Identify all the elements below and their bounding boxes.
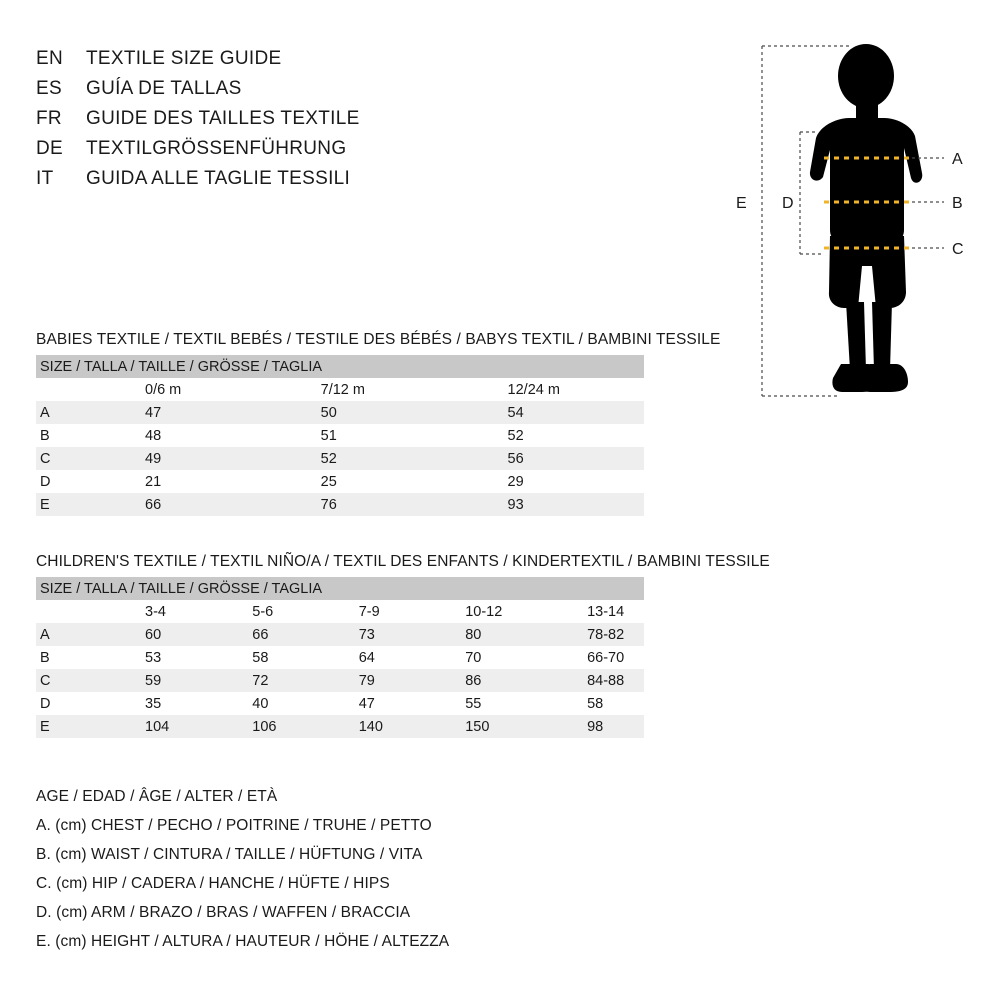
- cell: 73: [294, 623, 400, 646]
- cell: 29: [443, 470, 644, 493]
- column-corner: [36, 600, 76, 623]
- language-title: GUÍA DE TALLAS: [86, 78, 242, 99]
- cell: 58: [522, 692, 644, 715]
- language-code: EN: [36, 48, 63, 69]
- cell: 93: [443, 493, 644, 516]
- cell: 72: [187, 669, 293, 692]
- row-label: E: [36, 493, 76, 516]
- language-title: TEXTILGRÖSSENFÜHRUNG: [86, 138, 347, 159]
- cell: 79: [294, 669, 400, 692]
- row-label: A: [36, 401, 76, 424]
- body-measurement-diagram: [700, 30, 980, 430]
- language-code: FR: [36, 108, 62, 129]
- language-row: [36, 138, 596, 168]
- cell: 49: [76, 447, 257, 470]
- cell: 150: [400, 715, 522, 738]
- cell: 47: [76, 401, 257, 424]
- table-header-row: [36, 577, 644, 600]
- cell: 106: [187, 715, 293, 738]
- children-column-3: 10-12: [400, 600, 522, 623]
- marker-label-a: A: [952, 151, 963, 168]
- cell: 54: [443, 401, 644, 424]
- marker-label-b: B: [952, 195, 963, 212]
- language-row: [36, 78, 596, 108]
- children-section-title: CHILDREN'S TEXTILE / TEXTIL NIÑO/A / TEXTIL DES ENFANTS / KINDERTEXTIL / BAMBINI TESSILE: [36, 553, 770, 570]
- babies-column-1: 7/12 m: [257, 378, 443, 401]
- child-silhouette: [810, 44, 922, 392]
- table-row: [36, 646, 644, 669]
- cell: 84-88: [522, 669, 644, 692]
- language-row: [36, 108, 596, 138]
- cell: 66-70: [522, 646, 644, 669]
- cell: 60: [76, 623, 187, 646]
- marker-label-e: E: [736, 195, 747, 212]
- table-row: [36, 623, 644, 646]
- cell: 48: [76, 424, 257, 447]
- cell: 86: [400, 669, 522, 692]
- language-code: IT: [36, 168, 54, 189]
- children-column-1: 5-6: [187, 600, 293, 623]
- babies-column-2: 12/24 m: [443, 378, 644, 401]
- children-column-0: 3-4: [76, 600, 187, 623]
- legend-item-hip: C. (cm) HIP / CADERA / HANCHE / HÜFTE / HIPS: [36, 875, 390, 892]
- measurement-legend: [36, 788, 656, 962]
- cell: 52: [443, 424, 644, 447]
- row-label: C: [36, 669, 76, 692]
- cell: 52: [257, 447, 443, 470]
- table-row: [36, 447, 644, 470]
- cell: 98: [522, 715, 644, 738]
- cell: 66: [76, 493, 257, 516]
- cell: 64: [294, 646, 400, 669]
- cell: 25: [257, 470, 443, 493]
- babies-column-0: 0/6 m: [76, 378, 257, 401]
- legend-item-waist: B. (cm) WAIST / CINTURA / TAILLE / HÜFTUNG / VITA: [36, 846, 423, 863]
- column-corner: [36, 378, 76, 401]
- cell: 35: [76, 692, 187, 715]
- table-row: [36, 715, 644, 738]
- language-title: GUIDE DES TAILLES TEXTILE: [86, 108, 360, 129]
- row-label: B: [36, 424, 76, 447]
- cell: 66: [187, 623, 293, 646]
- table-row: [36, 493, 644, 516]
- language-title: TEXTILE SIZE GUIDE: [86, 48, 282, 69]
- cell: 56: [443, 447, 644, 470]
- cell: 80: [400, 623, 522, 646]
- children-header-label: SIZE / TALLA / TAILLE / GRÖSSE / TAGLIA: [36, 577, 644, 600]
- marker-label-c: C: [952, 241, 964, 258]
- marker-label-d: D: [782, 195, 794, 212]
- cell: 55: [400, 692, 522, 715]
- cell: 51: [257, 424, 443, 447]
- language-row: [36, 48, 596, 78]
- legend-item-height: E. (cm) HEIGHT / ALTURA / HAUTEUR / HÖHE / ALTEZZA: [36, 933, 450, 950]
- row-label: D: [36, 692, 76, 715]
- table-column-row: [36, 378, 644, 401]
- legend-item-age: AGE / EDAD / ÂGE / ALTER / ETÀ: [36, 788, 278, 805]
- cell: 21: [76, 470, 257, 493]
- table-row: [36, 424, 644, 447]
- cell: 53: [76, 646, 187, 669]
- row-label: D: [36, 470, 76, 493]
- cell: 76: [257, 493, 443, 516]
- language-code: ES: [36, 78, 62, 99]
- cell: 47: [294, 692, 400, 715]
- babies-size-table: [36, 355, 644, 516]
- row-label: B: [36, 646, 76, 669]
- cell: 50: [257, 401, 443, 424]
- table-header-row: [36, 355, 644, 378]
- table-row: [36, 669, 644, 692]
- table-row: [36, 401, 644, 424]
- row-label: A: [36, 623, 76, 646]
- babies-section-title: BABIES TEXTILE / TEXTIL BEBÉS / TESTILE DES BÉBÉS / BABYS TEXTIL / BAMBINI TESSILE: [36, 331, 721, 348]
- language-row: [36, 168, 596, 198]
- language-code: DE: [36, 138, 63, 159]
- cell: 104: [76, 715, 187, 738]
- table-row: [36, 470, 644, 493]
- children-section: [36, 553, 770, 738]
- cell: 70: [400, 646, 522, 669]
- language-title: GUIDA ALLE TAGLIE TESSILI: [86, 168, 351, 189]
- cell: 140: [294, 715, 400, 738]
- children-column-4: 13-14: [522, 600, 644, 623]
- row-label: E: [36, 715, 76, 738]
- cell: 59: [76, 669, 187, 692]
- legend-item-arm: D. (cm) ARM / BRAZO / BRAS / WAFFEN / BRACCIA: [36, 904, 411, 921]
- cell: 40: [187, 692, 293, 715]
- babies-header-label: SIZE / TALLA / TAILLE / GRÖSSE / TAGLIA: [36, 355, 644, 378]
- language-heading-block: [36, 48, 596, 198]
- children-column-2: 7-9: [294, 600, 400, 623]
- cell: 78-82: [522, 623, 644, 646]
- table-column-row: [36, 600, 644, 623]
- cell: 58: [187, 646, 293, 669]
- table-row: [36, 692, 644, 715]
- row-label: C: [36, 447, 76, 470]
- legend-item-chest: A. (cm) CHEST / PECHO / POITRINE / TRUHE / PETTO: [36, 817, 432, 834]
- babies-section: [36, 331, 721, 516]
- children-size-table: [36, 577, 644, 738]
